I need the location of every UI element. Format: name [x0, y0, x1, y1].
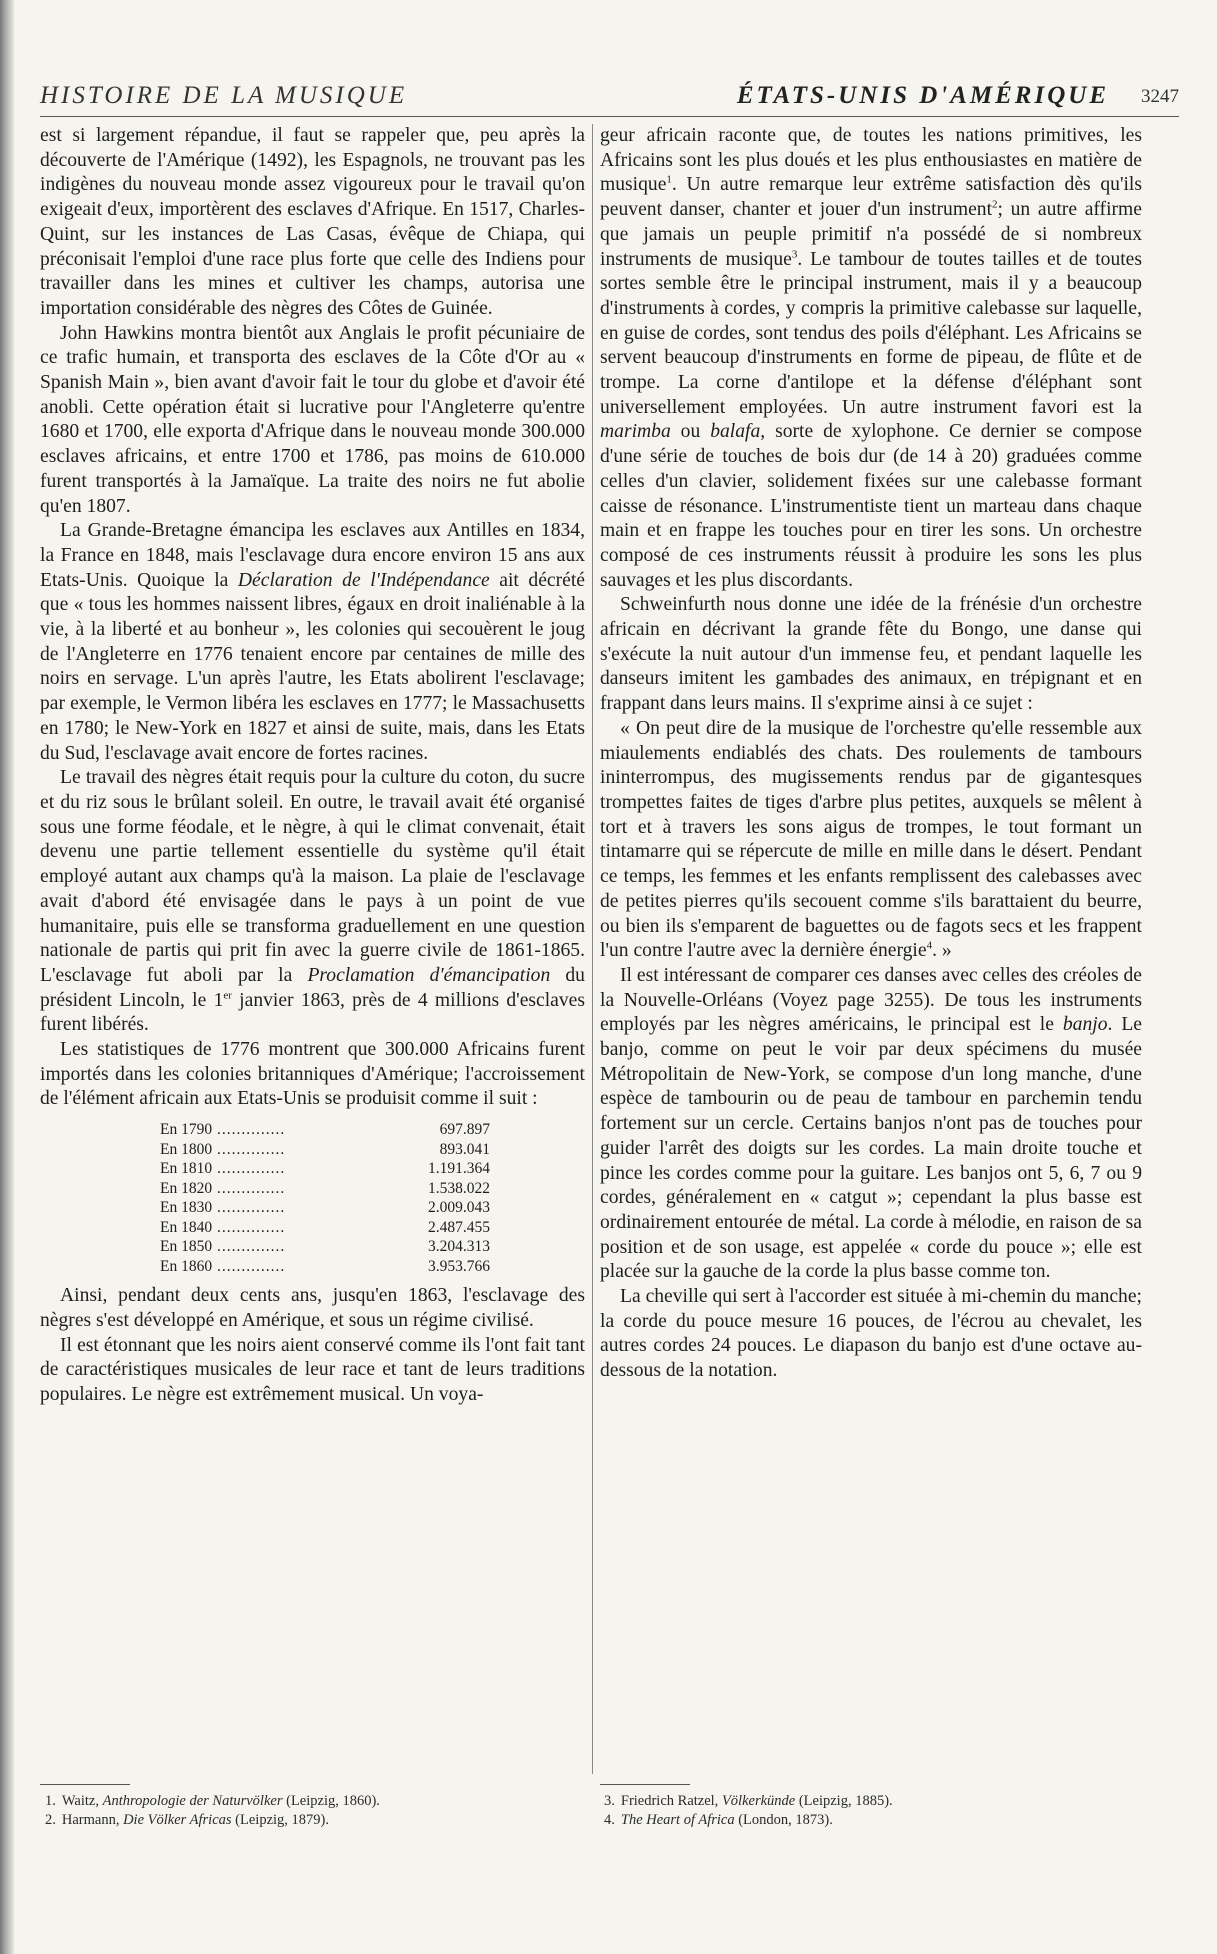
population-table [160, 1120, 490, 1276]
text-run: . Le tambour de toutes tailles et de toutes sortes semble être le principal instrument, mais il y a beaucoup d'instruments à cordes, y compris la primitive calebasse sur laquelle, en guise de cordes, sont tendus des poils d'éléphant. Les Africains se servent beaucoup d'instruments en forme de pipeau, de flûte et de trompe. La corne d'antilope et la défense d'éléphant sont universellement employées. Un autre instrument favori est la [600, 248, 1143, 418]
italic-title: Déclaration de l'Indépendance [237, 569, 490, 591]
header-rule [40, 116, 1179, 117]
text-run: , sorte de xylophone. Ce dernier se compose d'une série de touches de bois dur (de 14 à 20) graduées comme celles d'un clavier, solidement fixées sur une calebasse formant caisse de résonance. L'instrumentiste tient un marteau dans chaque main et en frappe les touches pour en tirer les sons. Un orchestre composé de ces instruments réussit à produire les sons les plus sauvages et les plus discordants. [600, 421, 1143, 591]
footnote [604, 1811, 1144, 1830]
table-year: En 1800 ..... [160, 1140, 285, 1160]
column-divider [592, 124, 593, 1774]
table-row [160, 1140, 490, 1160]
right-paragraph-1 [600, 124, 1142, 593]
footnote [45, 1792, 585, 1811]
table-value: 3.204.313 [428, 1238, 490, 1256]
footnote [45, 1811, 585, 1830]
italic-title: Proclamation d'émancipation [307, 964, 551, 986]
table-year: En 1840 ..... [160, 1218, 285, 1238]
text-run: « On peut dire de la musique de l'orchestre qu'elle ressemble aux miaulements endiablés des chats. Des roulements de tambours ininterrompus, des mugissements rendus par de gigantesques trompettes faites de tiges d'arbre plus petites, auxquels se mêlent à tort et à travers les sons aigus de trompes, le tout formant un tintamarre qui se répercute de mille en mille dans le désert. Pendant ce temps, les femmes et les enfants remplissent des calebasses avec de petites pierres qu'ils secouent comme s'ils barattaient du beurre, ou bien ils s'emparent de baguettes ou de fagots secs et les frappent l'un contre l'autre avec la dernière énergie [600, 717, 1142, 962]
table-year: En 1810 ..... [160, 1159, 285, 1179]
footnote [604, 1792, 1144, 1811]
footnote-rule-right [600, 1784, 690, 1785]
right-paragraph-4 [600, 964, 1142, 1285]
footnote-author: Waitz, [61, 1793, 103, 1809]
italic-term: banjo [1062, 1014, 1108, 1036]
table-value: 1.538.022 [428, 1179, 490, 1197]
left-paragraph-3 [40, 519, 585, 766]
left-paragraph-5: Les statistiques de 1776 montrent que 300.000 Africains furent importés dans les colonies britanniques d'Amérique; l'accroissement de l'élément africain aux Etats-Unis se produisit comme il suit : [40, 1039, 585, 1110]
footnote-title: The Heart of Africa [620, 1812, 735, 1828]
left-column [40, 124, 585, 1408]
italic-term: marimba [600, 421, 671, 443]
right-paragraph-5: La cheville qui sert à l'accorder est située à mi-chemin du manche; la corde du pouce mesure 16 pouces, de l'écrou au chevalet, les autres cordes 24 pouces. Le diapason du banjo est d'une octave au-dessous de la notation. [600, 1286, 1142, 1382]
text-run: ; un autre affirme que jamais un peuple primitif n'a possédé de si nombreux instruments de musique [600, 199, 1142, 270]
page-binding-shadow [0, 0, 14, 1954]
text-run: du président Lincoln, le 1 [40, 964, 585, 1011]
table-row [160, 1218, 490, 1238]
footnote-number: 1. [45, 1793, 56, 1809]
footnote-number: 3. [604, 1793, 615, 1809]
footnote-ref: 4 [926, 939, 933, 952]
running-head-left: HISTOIRE DE LA MUSIQUE [40, 82, 408, 109]
superscript: er [223, 989, 232, 1002]
footnote-author: Harmann, [61, 1812, 124, 1828]
italic-term: balafa [710, 421, 761, 443]
table-year: En 1820 ..... [160, 1179, 285, 1199]
text-run: . Un autre remarque leur extrême satisfaction dès qu'ils peuvent danser, chanter et jouer d'un instrument [600, 174, 1142, 221]
table-value: 3.953.766 [428, 1257, 490, 1275]
footnote-title: Völkerkünde [721, 1793, 796, 1809]
table-row [160, 1179, 490, 1199]
text-run: . Le banjo, comme on peut le voir par deux spécimens du musée Métropolitain de New-York, se compose d'un long manche, d'une espèce de tambourin ou de peau de tambour en parchemin tendu fortement sur un cercle. Certains banjos n'ont pas de touches pour guider l'arrêt des doigts sur les cordes. La main droite touche et pince les cordes comme pour la guitare. Les banjos ont 5, 6, 7 ou 9 cordes, généralement en « catgut »; cependant la plus basse est ordinairement entourée de métal. La corde à mélodie, en raison de sa position et de son usage, est appelée « corde du pouce »; elle est placée sur la gauche de la corde la plus basse comme ton. [600, 1014, 1142, 1283]
footnote-rest: (Leipzig, 1879). [231, 1812, 329, 1828]
table-value: 1.191.364 [428, 1160, 490, 1178]
table-row [160, 1237, 490, 1257]
left-paragraph-4 [40, 766, 585, 1038]
left-paragraph-7: Il est étonnant que les noirs aient conservé comme ils l'ont fait tant de caractéristiques musicales de leur race et tant de leurs traditions populaires. Le nègre est extrêmement musical. Un voya- [40, 1334, 585, 1405]
table-row [160, 1159, 490, 1179]
right-column [600, 124, 1142, 1384]
text-run: ou [670, 421, 711, 443]
text-run: . » [932, 940, 952, 962]
footnote-title: Die Völker Africas [123, 1812, 232, 1828]
footnote-number: 4. [604, 1812, 615, 1828]
text-run: Il est intéressant de comparer ces danses avec celles des créoles de la Nouvelle-Orléans (Voyez page 3255). De tous les instruments employés par les nègres américains, le principal est le [600, 964, 1142, 1036]
running-head-right: ÉTATS-UNIS D'AMÉRIQUE [736, 82, 1109, 109]
table-year: En 1830 ..... [160, 1198, 285, 1218]
text-run: Le travail des nègres était requis pour la culture du coton, du sucre et du riz sous le brûlant soleil. En outre, le travail avait été organisé sous une forme féodale, et le nègre, à qui le climat convenait, était devenu une partie tellement essentielle du système qu'il était employé autant aux champs qu'à la maison. La plaie de l'esclavage avait d'abord été envisagée dans le pays à un point de vue humanitaire, puis elle se transforma graduellement en une question nationale de partis qui prit fin avec la guerre civile de 1861-1865. L'esclavage fut aboli par la [40, 767, 585, 986]
footnote-ref: 2 [992, 198, 998, 211]
text-run: La Grande-Bretagne émancipa les esclaves aux Antilles en 1834, la France en 1848, mais l'esclavage dura encore environ 15 ans aux Etats-Unis. Quoique la [40, 520, 585, 591]
table-row [160, 1120, 490, 1140]
footnotes-right [604, 1792, 1144, 1830]
table-year: En 1850 ..... [160, 1237, 285, 1257]
table-value: 2.487.455 [428, 1218, 490, 1236]
left-paragraph-6: Ainsi, pendant deux cents ans, jusqu'en 1863, l'esclavage des nègres s'est développé en Amérique, et sous un régime civilisé. [40, 1285, 585, 1331]
footnotes-left [45, 1792, 585, 1830]
left-paragraph-1: est si largement répandue, il faut se rappeler que, peu après la découverte de l'Amérique (1492), les Espagnols, ne trouvant pas les indigènes du nouveau monde assez vigoureux pour le travail qu'on exigeait d'eux, importèrent des esclaves d'Afrique. En 1517, Charles-Quint, sur les instances de Las Casas, évêque de Chiapa, qui préconisait l'emploi d'une race plus forte que celle des Indiens pour travailler dans les mines et cultiver les champs, autorisa une importation considérable des nègres des Côtes de Guinée. [40, 125, 585, 319]
footnote-rest: (Leipzig, 1860). [282, 1793, 380, 1809]
table-row [160, 1257, 490, 1277]
running-head [40, 82, 1179, 116]
table-year: En 1790 ..... [160, 1120, 285, 1140]
footnote-rest: (London, 1873). [734, 1812, 833, 1828]
footnote-rest: (Leipzig, 1885). [795, 1793, 893, 1809]
table-year: En 1860 ..... [160, 1257, 285, 1277]
table-value: 893.041 [439, 1140, 490, 1158]
text-run: janvier 1863, près de 4 millions d'esclaves furent libérés. [40, 989, 585, 1036]
footnote-author: Friedrich Ratzel, [620, 1793, 722, 1809]
page-number: 3247 [1141, 86, 1179, 107]
footnote-number: 2. [45, 1812, 56, 1828]
table-row [160, 1198, 490, 1218]
left-paragraph-2: John Hawkins montra bientôt aux Anglais le profit pécuniaire de ce trafic humain, et transporta des esclaves de la Côte d'Or au « Spanish Main », bien avant d'avoir fait le tour du globe et d'avoir été anobli. Cette opération était si lucrative pour l'Angleterre qu'entre 1680 et 1700, elle exporta d'Afrique dans le nouveau monde 300.000 esclaves africains, et entre 1700 et 1786, pas moins de 610.000 furent transportés à la Jamaïque. La traite des noirs ne fut abolie qu'en 1807. [40, 322, 585, 517]
table-value: 697.897 [439, 1121, 490, 1139]
footnote-rule-left [40, 1784, 130, 1785]
text-run: geur africain raconte que, de toutes les nations primitives, les Africains sont les plus doués et les plus enthousiastes en matière de musique [600, 125, 1142, 196]
footnote-title: Anthropologie der Naturvölker [102, 1793, 283, 1809]
text-run: ait décrété que « tous les hommes naissent libres, égaux en droit inaliénable à la vie, à la liberté et au bonheur », les colonies qui secouèrent le joug de l'Angleterre en 1776 tenaient encore par centaines de mille des noirs en servage. L'un après l'autre, les Etats abolirent l'esclavage; par exemple, le Vermon libéra les esclaves en 1777; le Massachusetts en 1780; le New-York en 1827 et ainsi de suite, mais, dans les Etats du Sud, l'esclavage avait encore de fortes racines. [40, 569, 585, 764]
footnote-ref: 1 [666, 173, 672, 186]
footnote-ref: 3 [791, 247, 798, 260]
right-paragraph-2: Schweinfurth nous donne une idée de la frénésie d'un orchestre africain en décrivant la grande fête du Bongo, une danse qui s'exécute la nuit autour d'un immense feu, et pendant laquelle les danseurs imitent les gambades des animaux, en trépignant et en frappant dans leurs mains. Il s'exprime ainsi à ce sujet : [600, 594, 1142, 715]
right-quote [600, 717, 1142, 964]
table-value: 2.009.043 [428, 1199, 490, 1217]
